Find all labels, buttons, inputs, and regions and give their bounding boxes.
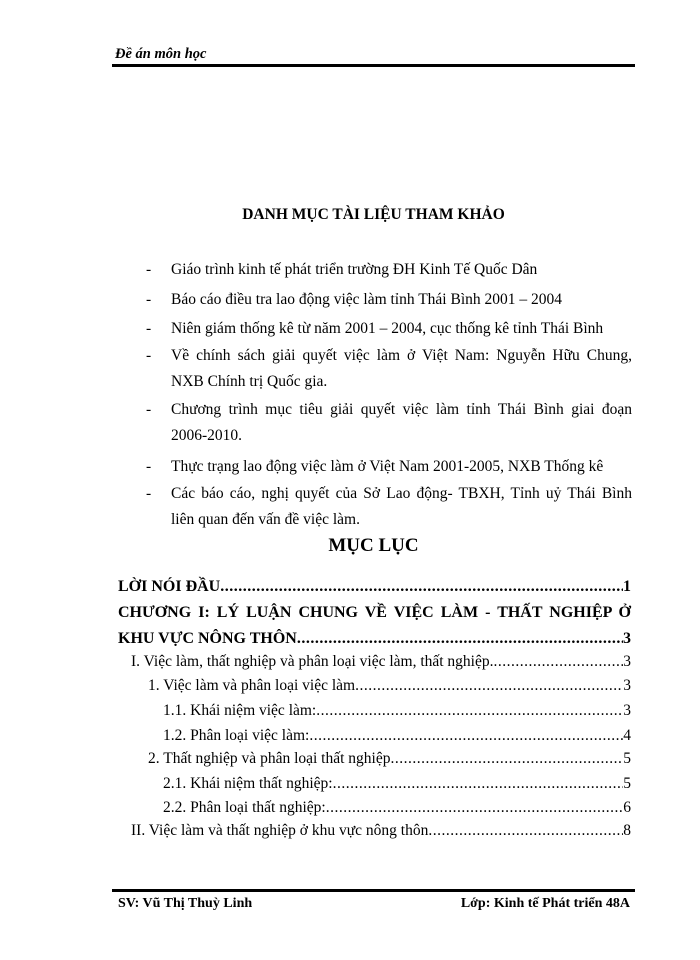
toc-leader-dots	[333, 775, 624, 793]
footer-student-name: SV: Vũ Thị Thuỳ Linh	[118, 896, 253, 911]
reference-text: Các báo cáo, nghị quyết của Sở Lao động- TBXH, Tỉnh uỷ Thái Bình liên quan đến vấn đề việc làm.	[171, 485, 632, 528]
toc-leader-dots	[220, 578, 623, 596]
toc-leader-dots	[428, 822, 623, 840]
toc-entry[interactable]	[163, 775, 631, 793]
reference-text: Thực trạng lao động việc làm ở Việt Nam 2001-2005, NXB Thống kê	[171, 458, 604, 475]
toc-leader-dots	[391, 750, 624, 768]
toc-entry-label: LỜI NÓI ĐẦU	[118, 578, 221, 595]
toc-entry-label: 1.1. Khái niệm việc làm:	[163, 702, 317, 719]
bullet-dash: -	[146, 261, 152, 278]
toc-entry-page: 8	[623, 822, 631, 839]
toc-entry[interactable]	[163, 799, 631, 817]
reference-text: Niên giám thống kê từ năm 2001 – 2004, cục thống kê tỉnh Thái Bình	[171, 320, 604, 337]
toc-entry-page: 5	[623, 775, 631, 792]
toc-entry-label: KHU VỰC NÔNG THÔN	[118, 630, 297, 647]
bullet-dash: -	[146, 291, 152, 308]
bullet-dash: -	[146, 347, 152, 364]
toc-entry-page: 3	[623, 630, 631, 647]
bullet-dash: -	[146, 401, 152, 418]
toc-entry-label: 2.2. Phân loại thất nghiệp:	[163, 799, 326, 816]
toc-entry[interactable]	[131, 653, 631, 671]
toc-entry-label: I. Việc làm, thất nghiệp và phân loại việc làm, thất nghiệp.	[131, 653, 494, 670]
bullet-dash: -	[146, 458, 152, 475]
toc-leader-dots	[494, 653, 624, 671]
toc-leader-dots	[309, 727, 623, 745]
toc-leader-dots	[326, 799, 624, 817]
reference-text: Về chính sách giải quyết việc làm ở Việt Nam: Nguyễn Hữu Chung, NXB Chính trị Quốc gia.	[171, 347, 632, 390]
reference-text: Chương trình mục tiêu giải quyết việc làm tỉnh Thái Bình giai đoạn 2006-2010.	[171, 401, 632, 444]
toc-entry[interactable]	[163, 727, 631, 745]
header-divider	[112, 64, 635, 67]
toc-entry-label: II. Việc làm và thất nghiệp ở khu vực nông thôn	[131, 822, 429, 839]
toc-leader-dots	[297, 630, 623, 648]
reference-text: Báo cáo điều tra lao động việc làm tỉnh Thái Bình 2001 – 2004	[171, 291, 563, 308]
toc-entry[interactable]	[148, 750, 631, 768]
toc-entry[interactable]	[118, 578, 631, 596]
references-title: DANH MỤC TÀI LIỆU THAM KHẢO	[242, 206, 505, 223]
reference-text: Giáo trình kinh tế phát triển trường ĐH Kinh Tế Quốc Dân	[171, 261, 538, 278]
toc-entry[interactable]	[148, 677, 631, 695]
toc-entry[interactable]	[118, 630, 631, 648]
page-header-title: Đề án môn học	[115, 46, 207, 62]
footer-divider	[112, 889, 635, 892]
toc-entry-label: 2.1. Khái niệm thất nghiệp:	[163, 775, 333, 792]
toc-entry-page: 3	[623, 653, 631, 670]
toc-entry-page: 4	[623, 727, 631, 744]
toc-leader-dots	[355, 677, 623, 695]
bullet-dash: -	[146, 320, 152, 337]
toc-entry-page: 3	[623, 702, 631, 719]
toc-entry[interactable]	[131, 822, 631, 840]
toc-entry-page: 1	[623, 578, 631, 595]
toc-leader-dots	[316, 702, 623, 720]
bullet-dash: -	[146, 485, 152, 502]
toc-entry[interactable]	[163, 702, 631, 720]
toc-entry-page: 5	[623, 750, 631, 767]
toc-title: MỤC LỤC	[328, 535, 419, 556]
toc-entry-page: 6	[623, 799, 631, 816]
toc-entry-label: 1.2. Phân loại việc làm:	[163, 727, 310, 744]
toc-entry-page: 3	[623, 677, 631, 694]
footer-class-name: Lớp: Kinh tế Phát triển 48A	[460, 896, 630, 911]
toc-entry-label: 1. Việc làm và phân loại việc làm	[148, 677, 356, 694]
toc-chapter-heading-line[interactable]: CHƯƠNG I: LÝ LUẬN CHUNG VỀ VIỆC LÀM - THẤT NGHIỆP Ở	[118, 604, 631, 621]
toc-entry-label: 2. Thất nghiệp và phân loại thất nghiệp	[148, 750, 391, 767]
